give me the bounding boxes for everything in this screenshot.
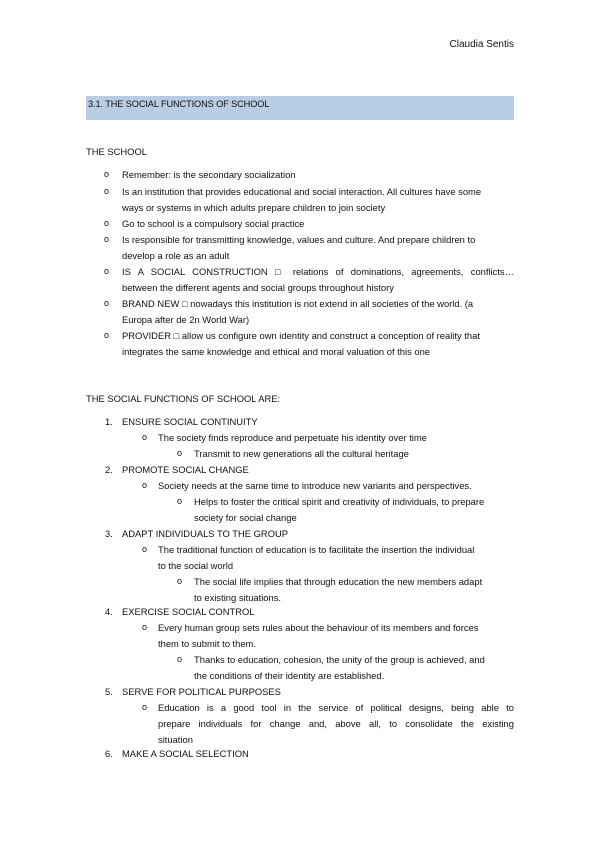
function-title: SERVE FOR POLITICAL PURPOSES <box>122 686 281 697</box>
list-item-continuation: Europa after de 2n World War) <box>122 314 250 325</box>
function-title: MAKE A SOCIAL SELECTION <box>122 748 249 759</box>
list-item: Is responsible for transmitting knowledge, values and culture. And prepare children to <box>122 234 476 245</box>
bullet-marker: o <box>104 218 110 228</box>
section-heading: 3.1. THE SOCIAL FUNCTIONS OF SCHOOL <box>86 96 514 120</box>
list-item-continuation: society for social change <box>194 512 297 523</box>
function-title: PROMOTE SOCIAL CHANGE <box>122 464 249 475</box>
list-item: Thanks to education, cohesion, the unity of the group is achieved, and <box>194 654 485 665</box>
list-item: IS A SOCIAL CONSTRUCTION □ relations of dominations, agreements, conflicts… <box>122 266 514 277</box>
list-item: Is an institution that provides educational and social interaction. All cultures have some <box>122 186 482 197</box>
list-item-continuation: the conditions of their identity are established. <box>194 670 385 681</box>
functions-subheading: THE SOCIAL FUNCTIONS OF SCHOOL ARE: <box>86 393 281 404</box>
item-number: 1. <box>105 416 113 427</box>
bullet-marker: o <box>142 622 148 632</box>
list-item: PROVIDER □ allow us configure own identity and construct a conception of reality that <box>122 330 480 341</box>
bullet-marker: o <box>104 266 110 276</box>
bullet-marker: o <box>177 576 183 586</box>
author-name: Claudia Sentis <box>449 39 514 50</box>
bullet-marker: o <box>104 234 110 244</box>
list-item: The traditional function of education is to facilitate the insertion the individual <box>158 544 475 555</box>
bullet-marker: o <box>142 544 148 554</box>
function-title: ENSURE SOCIAL CONTINUITY <box>122 416 258 427</box>
list-item: Every human group sets rules about the behaviour of its members and forces <box>158 622 479 633</box>
item-number: 5. <box>105 686 113 697</box>
list-item: The social life implies that through education the new members adapt <box>194 576 483 587</box>
bullet-marker: o <box>142 432 148 442</box>
list-item: The society finds reproduce and perpetuate his identity over time <box>158 432 427 443</box>
list-item: Transmit to new generations all the cultural heritage <box>194 448 409 459</box>
function-title: EXERCISE SOCIAL CONTROL <box>122 606 255 617</box>
list-item-continuation: prepare individuals for change and, above all, to consolidate the existing <box>158 718 514 729</box>
list-item-continuation: to existing situations. <box>194 592 282 603</box>
item-number: 2. <box>105 464 113 475</box>
list-item-continuation: ways or systems in which adults prepare children to join society <box>122 202 386 213</box>
item-number: 4. <box>105 606 113 617</box>
list-item: Education is a good tool in the service of political designs, being able to <box>158 702 514 713</box>
list-item-continuation: to the social world <box>158 560 234 571</box>
list-item: Remember: is the secondary socialization <box>122 169 296 180</box>
bullet-marker: o <box>104 169 110 179</box>
list-item: Society needs at the same time to introduce new variants and perspectives. <box>158 480 472 491</box>
bullet-marker: o <box>177 654 183 664</box>
function-title: ADAPT INDIVIDUALS TO THE GROUP <box>122 528 289 539</box>
list-item-continuation: integrates the same knowledge and ethical and moral valuation of this one <box>122 346 431 357</box>
school-subheading: THE SCHOOL <box>86 146 147 157</box>
bullet-marker: o <box>104 186 110 196</box>
list-item-continuation: them to submit to them. <box>158 638 256 649</box>
list-item: Helps to foster the critical spirit and creativity of individuals, to prepare <box>194 496 485 507</box>
list-item: BRAND NEW □ nowadays this institution is not extend in all societies of the world. (a <box>122 298 474 309</box>
list-item-continuation: situation <box>158 734 193 745</box>
bullet-marker: o <box>142 702 148 712</box>
item-number: 6. <box>105 748 113 759</box>
bullet-marker: o <box>104 330 110 340</box>
list-item-continuation: develop a role as an adult <box>122 250 230 261</box>
bullet-marker: o <box>142 480 148 490</box>
bullet-marker: o <box>177 448 183 458</box>
list-item-continuation: between the different agents and social groups throughout history <box>122 282 394 293</box>
bullet-marker: o <box>104 298 110 308</box>
bullet-marker: o <box>177 496 183 506</box>
list-item: Go to school is a compulsory social practice <box>122 218 305 229</box>
item-number: 3. <box>105 528 113 539</box>
